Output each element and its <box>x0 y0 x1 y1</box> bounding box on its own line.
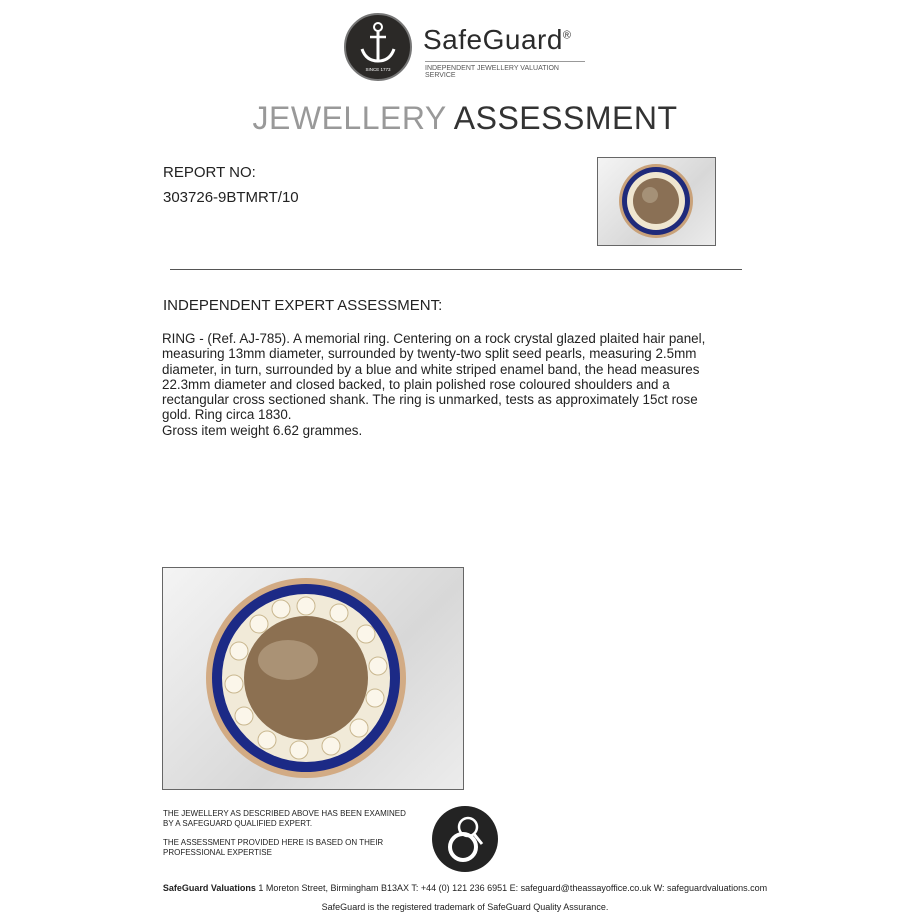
report-label: REPORT NO: <box>163 164 256 181</box>
anchor-icon <box>346 15 410 79</box>
desc-line: RING - (Ref. AJ-785). A memorial ring. Centering on a rock crystal glazed plaited hair panel, <box>162 331 706 346</box>
footer-contact: SafeGuard Valuations 1 Moreton Street, Birmingham B13AX T: +44 (0) 121 236 6951 E: safeguard@theassayoffice.co.uk W: safeguardvaluations.com <box>162 883 768 893</box>
desc-line: 22.3mm diameter and closed backed, to plain polished rose coloured shoulders and a <box>162 376 670 392</box>
note-line: PROFESSIONAL EXPERTISE <box>163 848 272 857</box>
note-line: BY A SAFEGUARD QUALIFIED EXPERT. <box>163 819 313 828</box>
note-line: THE ASSESSMENT PROVIDED HERE IS BASED ON THEIR <box>163 838 384 847</box>
section-heading: INDEPENDENT EXPERT ASSESSMENT: <box>163 297 443 314</box>
examination-note <box>163 809 406 829</box>
anchor-logo <box>344 13 412 81</box>
ring-photo-large <box>162 567 464 790</box>
desc-line: gold. Ring circa 1830. <box>162 407 292 423</box>
footer-trademark: SafeGuard is the registered trademark of SafeGuard Quality Assurance. <box>321 902 609 912</box>
page-title: JEWELLERY ASSESSMENT <box>252 100 678 136</box>
desc-line: diameter, in turn, surrounded by a blue and white striped enamel band, the head measures <box>162 361 700 377</box>
expertise-note <box>163 838 383 858</box>
desc-line: Gross item weight 6.62 grammes. <box>162 422 363 438</box>
brand-name: SafeGuard® <box>423 24 572 55</box>
svg-text:SINCE 1773: SINCE 1773 <box>365 67 391 72</box>
desc-line: measuring 13mm diameter, surrounded by twenty-two split seed pearls, measuring 2.5mm <box>162 346 697 362</box>
report-number: 303726-9BTMRT/10 <box>163 189 299 206</box>
desc-line: rectangular cross sectioned shank. The ring is unmarked, tests as approximately 15ct rose <box>162 392 698 408</box>
ring-magnifier-icon <box>432 806 498 872</box>
ring-photo-small <box>597 157 716 246</box>
assessment-description <box>162 331 742 438</box>
brand-tagline: INDEPENDENT JEWELLERY VALUATION SERVICE <box>425 61 585 79</box>
note-line: THE JEWELLERY AS DESCRIBED ABOVE HAS BEEN EXAMINED <box>163 809 406 818</box>
divider <box>170 269 742 270</box>
